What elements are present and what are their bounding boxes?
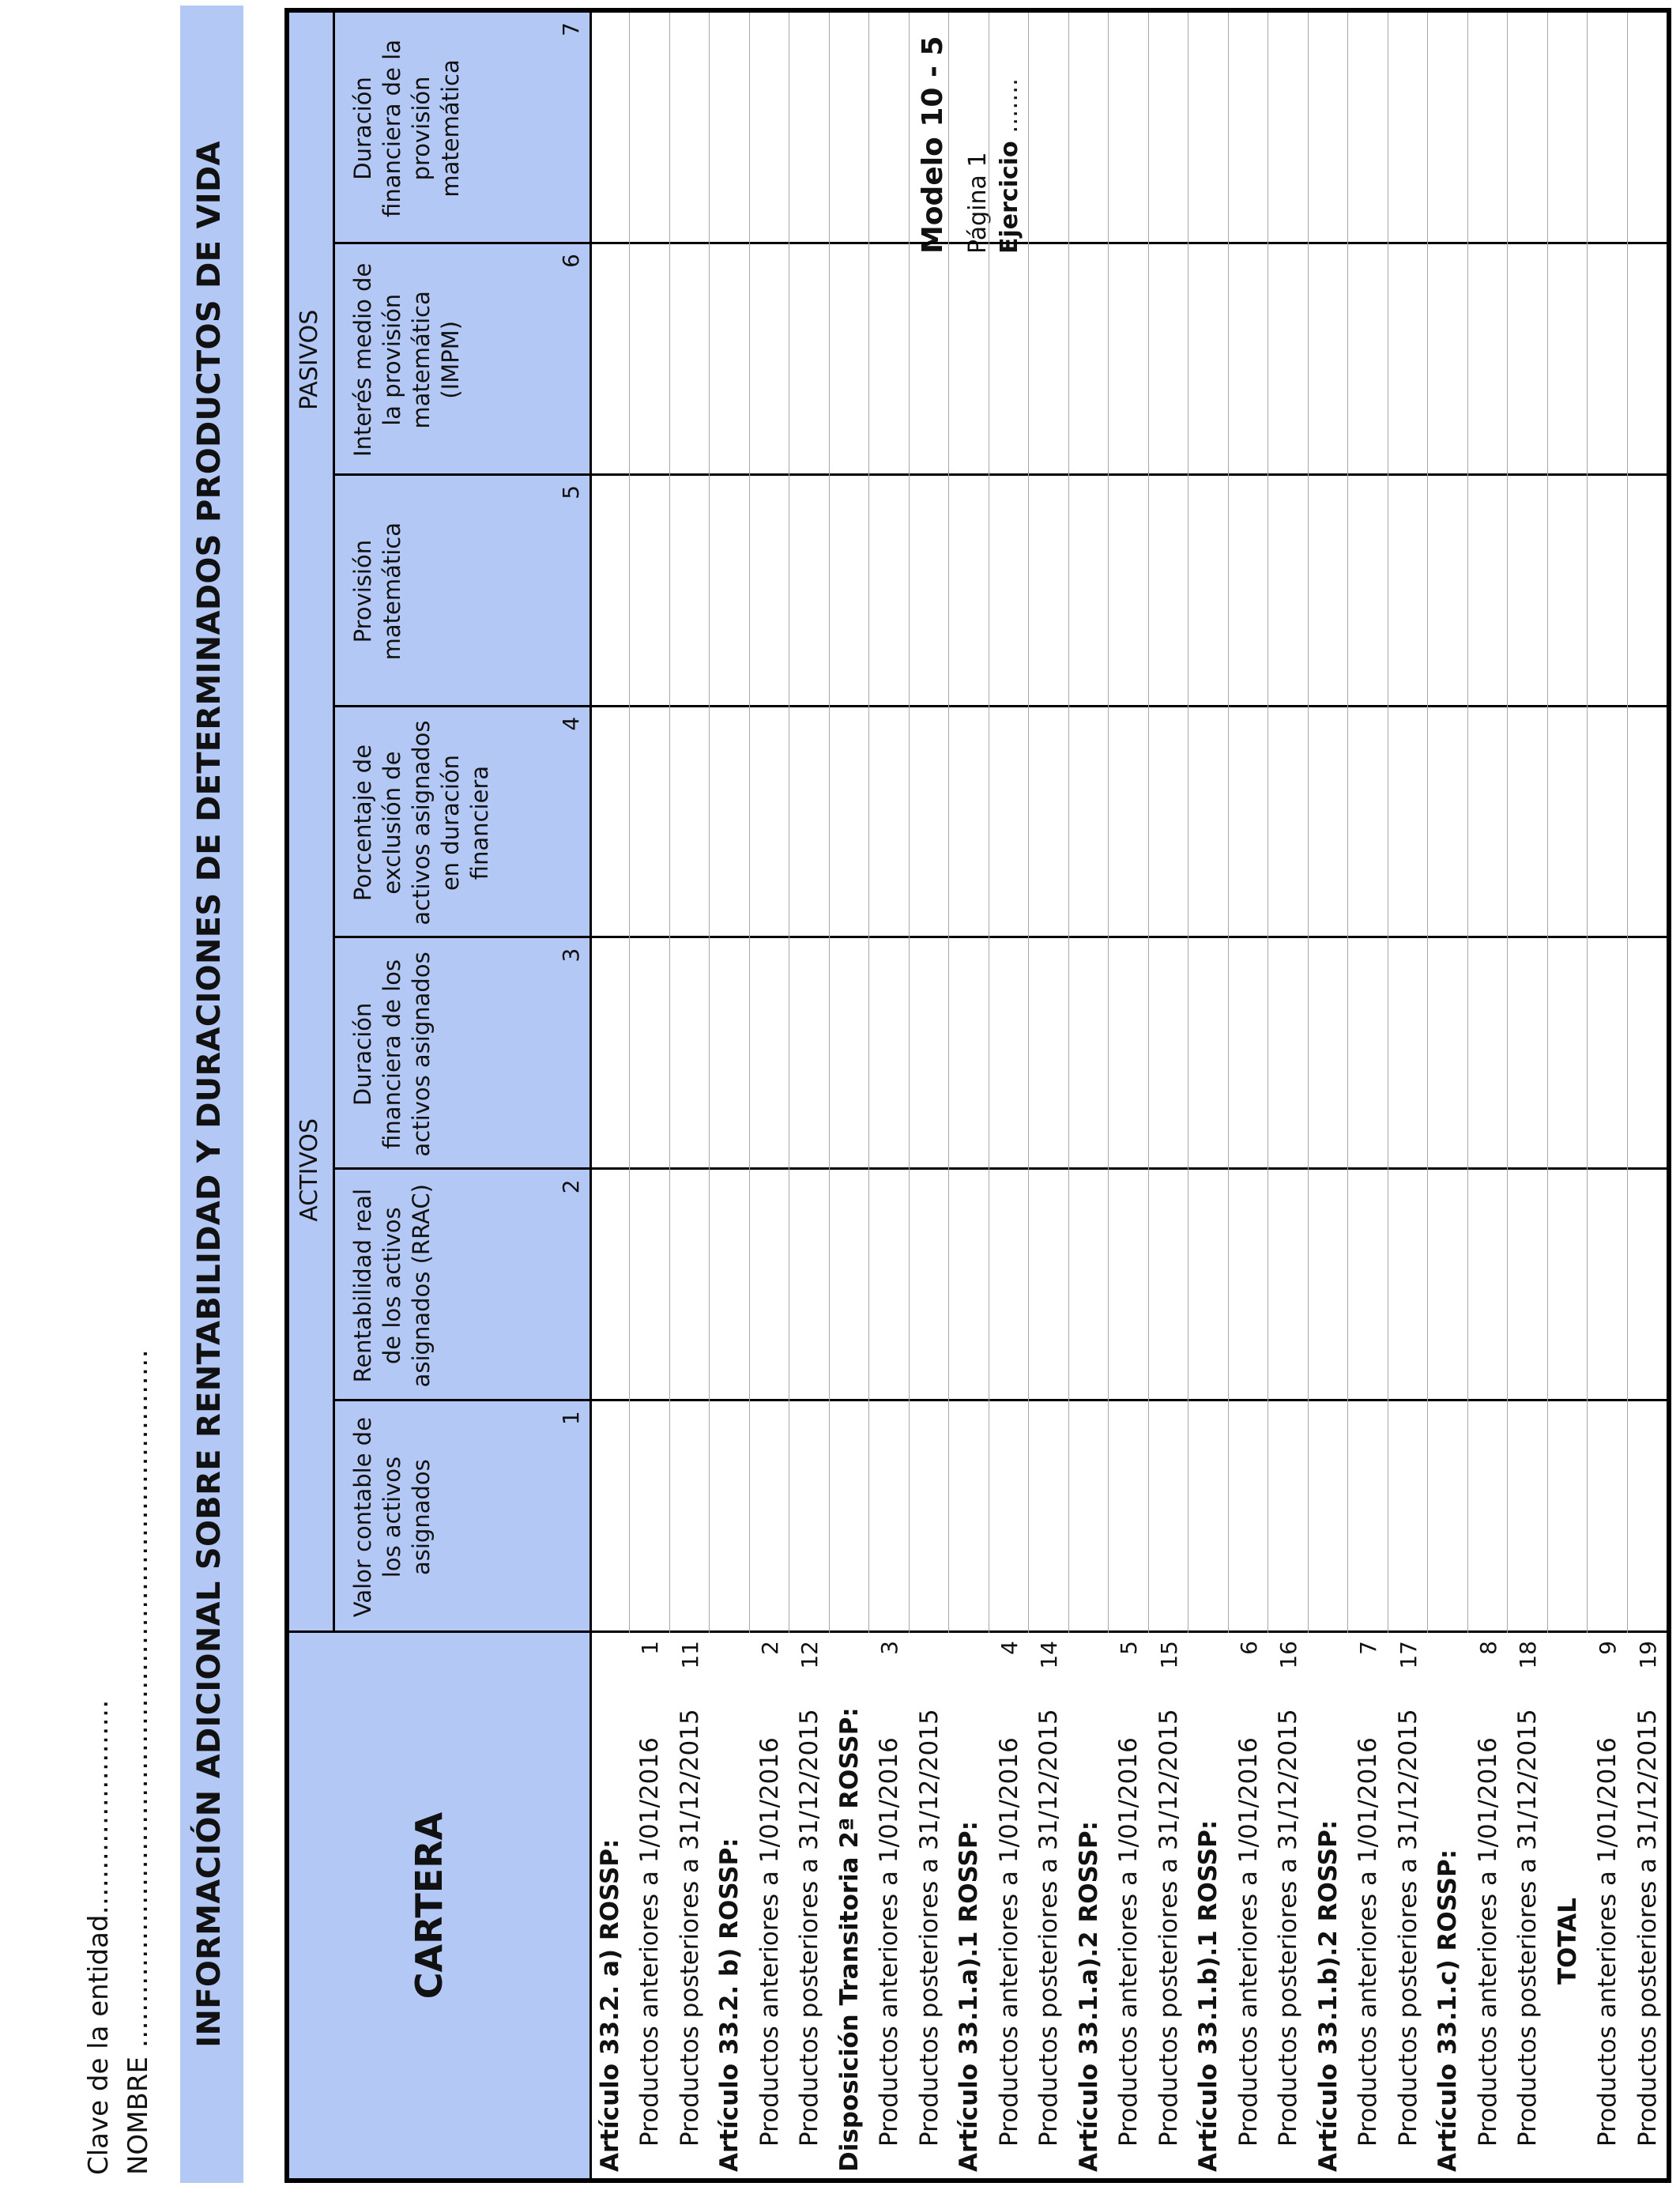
data-cell[interactable] (1269, 1404, 1305, 1630)
data-cell[interactable] (870, 479, 906, 704)
data-cell[interactable] (1349, 1404, 1385, 1630)
row-label: Artículo 33.1.a).1 ROSSP: (955, 1821, 984, 2172)
data-cell[interactable] (1070, 1173, 1106, 1398)
row-label: Productos anteriores a 1/01/2016 (755, 1737, 784, 2147)
nombre-field[interactable]: NOMBRE …………………………………………………………………… (122, 1349, 154, 2175)
data-cell[interactable] (710, 1173, 747, 1398)
row-label: Productos posteriores a 31/12/2015 (1513, 1709, 1543, 2147)
row-divider (1228, 13, 1229, 1633)
data-cell[interactable] (1349, 16, 1385, 241)
column-number-4: 4 (558, 716, 584, 731)
data-cell[interactable] (1629, 711, 1665, 936)
data-cell[interactable] (1349, 711, 1385, 936)
data-cell[interactable] (591, 941, 627, 1167)
data-cell[interactable] (591, 247, 627, 473)
data-cell[interactable] (831, 711, 867, 936)
row-divider (1308, 13, 1309, 1633)
row-divider (1547, 13, 1548, 1633)
data-cell[interactable] (1109, 711, 1146, 936)
data-cell[interactable] (1309, 479, 1346, 704)
data-cell[interactable] (831, 1173, 867, 1398)
data-cell[interactable] (910, 247, 947, 473)
data-cell[interactable] (1189, 711, 1226, 936)
row-number: 14 (1036, 1641, 1063, 1669)
column-number-2: 2 (558, 1179, 584, 1194)
data-cell[interactable] (591, 711, 627, 936)
data-cell[interactable] (1429, 711, 1465, 936)
data-cell[interactable] (1030, 1173, 1066, 1398)
cartera-header: CARTERA (408, 1811, 450, 2000)
data-cell[interactable] (1030, 1404, 1066, 1630)
data-cell[interactable] (870, 1173, 906, 1398)
row-divider (1467, 13, 1468, 1633)
data-cell[interactable] (831, 479, 867, 704)
data-cell[interactable] (1549, 711, 1585, 936)
page-title: INFORMACIÓN ADICIONAL SOBRE RENTABILIDAD Y DURACIONES DE DETERMINADOS PRODUCTOS DE VIDA (191, 141, 228, 2048)
data-cell[interactable] (990, 711, 1026, 936)
data-cell[interactable] (1509, 247, 1545, 473)
data-cell[interactable] (1189, 247, 1226, 473)
row-number: 7 (1355, 1641, 1382, 1655)
data-cell[interactable] (1549, 479, 1585, 704)
data-cell[interactable] (710, 16, 747, 241)
data-cell[interactable] (910, 1173, 947, 1398)
data-cell[interactable] (710, 1404, 747, 1630)
data-cell[interactable] (1150, 941, 1186, 1167)
data-cell[interactable] (950, 1173, 986, 1398)
data-cell[interactable] (1349, 247, 1385, 473)
data-cell[interactable] (1309, 711, 1346, 936)
data-cell[interactable] (1309, 247, 1346, 473)
row-label: Productos posteriores a 31/12/2015 (795, 1709, 824, 2147)
row-number: 17 (1395, 1641, 1422, 1669)
data-cell[interactable] (1429, 479, 1465, 704)
data-cell[interactable] (1469, 711, 1505, 936)
column-header-4: Porcentaje de exclusión de activos asignados en duración financiera (349, 720, 493, 925)
data-cell[interactable] (990, 1404, 1026, 1630)
row-label: TOTAL (1553, 1898, 1582, 1985)
row-divider (1587, 13, 1588, 1633)
data-cell[interactable] (950, 711, 986, 936)
row-divider (709, 13, 710, 1633)
data-cell[interactable] (1150, 479, 1186, 704)
data-cell[interactable] (1070, 711, 1106, 936)
data-cell[interactable] (1109, 247, 1146, 473)
row-number: 9 (1595, 1641, 1622, 1655)
data-cell[interactable] (990, 479, 1026, 704)
data-cell[interactable] (1549, 1173, 1585, 1398)
data-cell[interactable] (710, 247, 747, 473)
row-label: Productos anteriores a 1/01/2016 (1593, 1737, 1622, 2147)
ejercicio-label: Ejercicio (996, 141, 1023, 254)
data-cell[interactable] (631, 1173, 667, 1398)
row-divider (629, 13, 630, 1633)
data-cell[interactable] (591, 479, 627, 704)
data-cell[interactable] (1230, 711, 1266, 936)
clave-entidad-field[interactable]: Clave de la entidad…………………… (83, 1699, 115, 2175)
data-cell[interactable] (710, 711, 747, 936)
data-cell[interactable] (1588, 1404, 1625, 1630)
data-cell[interactable] (1469, 1404, 1505, 1630)
data-cell[interactable] (1030, 247, 1066, 473)
data-cell[interactable] (1469, 1173, 1505, 1398)
data-cell[interactable] (1189, 479, 1226, 704)
row-label: Productos posteriores a 31/12/2015 (914, 1709, 944, 2147)
data-cell[interactable] (1469, 16, 1505, 241)
data-cell[interactable] (1070, 247, 1106, 473)
data-cell[interactable] (1549, 16, 1585, 241)
data-cell[interactable] (751, 1404, 787, 1630)
data-cell[interactable] (1429, 247, 1465, 473)
data-cell[interactable] (1269, 1173, 1305, 1398)
row-label: Productos posteriores a 31/12/2015 (1633, 1709, 1662, 2147)
data-cell[interactable] (1588, 247, 1625, 473)
row-label: Artículo 33.1.b).1 ROSSP: (1194, 1819, 1223, 2172)
data-cell[interactable] (751, 941, 787, 1167)
data-cell[interactable] (1109, 1173, 1146, 1398)
data-cell[interactable] (790, 711, 827, 936)
row-label: Productos anteriores a 1/01/2016 (1473, 1737, 1502, 2147)
data-cell[interactable] (1588, 711, 1625, 936)
data-cell[interactable] (870, 711, 906, 936)
data-cell[interactable] (790, 247, 827, 473)
row-label: Artículo 33.1.a).2 ROSSP: (1074, 1821, 1103, 2172)
row-number: 4 (996, 1641, 1023, 1655)
data-cell[interactable] (950, 1404, 986, 1630)
data-cell[interactable] (631, 247, 667, 473)
column-number-6: 6 (558, 254, 584, 268)
data-cell[interactable] (910, 711, 947, 936)
data-cell[interactable] (1469, 941, 1505, 1167)
data-cell[interactable] (1030, 479, 1066, 704)
data-cell[interactable] (790, 1404, 827, 1630)
row-number: 12 (797, 1641, 823, 1669)
column-header-7: Duración financiera de la provisión matemática (349, 40, 464, 217)
data-cell[interactable] (710, 941, 747, 1167)
row-number: 1 (637, 1641, 664, 1655)
data-cell[interactable] (1588, 941, 1625, 1167)
column-number-7: 7 (558, 22, 584, 36)
data-cell[interactable] (1109, 479, 1146, 704)
data-cell[interactable] (1309, 16, 1346, 241)
row-divider (1627, 13, 1628, 1633)
data-cell[interactable] (751, 247, 787, 473)
data-cell[interactable] (1150, 1173, 1186, 1398)
row-number: 3 (876, 1641, 903, 1655)
data-cell[interactable] (990, 247, 1026, 473)
data-cell[interactable] (1269, 479, 1305, 704)
data-cell[interactable] (1588, 1173, 1625, 1398)
table-body (289, 13, 1667, 2178)
data-cell[interactable] (831, 941, 867, 1167)
row-label: Artículo 33.2. a) ROSSP: (596, 1838, 624, 2172)
data-cell[interactable] (1070, 941, 1106, 1167)
data-cell[interactable] (910, 941, 947, 1167)
data-cell[interactable] (870, 16, 906, 241)
data-cell[interactable] (1269, 941, 1305, 1167)
data-cell[interactable] (591, 1173, 627, 1398)
data-cell[interactable] (950, 479, 986, 704)
data-cell[interactable] (1070, 1404, 1106, 1630)
row-label: Productos posteriores a 31/12/2015 (675, 1709, 704, 2147)
data-cell[interactable] (950, 941, 986, 1167)
column-number-3: 3 (558, 948, 584, 963)
data-cell[interactable] (1189, 1173, 1226, 1398)
row-label: Productos posteriores a 31/12/2015 (1154, 1709, 1183, 2147)
data-cell[interactable] (751, 479, 787, 704)
group-pasivos-label: PASIVOS (296, 309, 323, 410)
row-label: Artículo 33.1.c) ROSSP: (1433, 1849, 1463, 2172)
data-cell[interactable] (1230, 247, 1266, 473)
data-cell[interactable] (631, 711, 667, 936)
data-cell[interactable] (1549, 941, 1585, 1167)
data-cell[interactable] (1349, 479, 1385, 704)
pagina-label: Página 1 (964, 152, 992, 254)
data-cell[interactable] (1230, 16, 1266, 241)
data-cell[interactable] (1469, 479, 1505, 704)
data-cell[interactable] (1030, 711, 1066, 936)
data-cell[interactable] (831, 247, 867, 473)
data-cell[interactable] (1549, 247, 1585, 473)
data-cell[interactable] (910, 1404, 947, 1630)
data-cell[interactable] (1389, 711, 1426, 936)
data-cell[interactable] (1629, 941, 1665, 1167)
data-cell[interactable] (631, 479, 667, 704)
data-cell[interactable] (1509, 16, 1545, 241)
data-cell[interactable] (1269, 16, 1305, 241)
data-cell[interactable] (1309, 1173, 1346, 1398)
data-cell[interactable] (1230, 1404, 1266, 1630)
data-cell[interactable] (591, 1404, 627, 1630)
data-cell[interactable] (1429, 941, 1465, 1167)
data-cell[interactable] (1030, 941, 1066, 1167)
row-label: Productos posteriores a 31/12/2015 (1034, 1709, 1064, 2147)
row-divider (868, 13, 869, 1633)
data-cell[interactable] (1030, 16, 1066, 241)
data-cell[interactable] (751, 1173, 787, 1398)
data-cell[interactable] (1070, 16, 1106, 241)
group-divider-line (333, 13, 335, 1633)
data-cell[interactable] (751, 16, 787, 241)
row-label: Productos anteriores a 1/01/2016 (1114, 1737, 1143, 2147)
column-header-3: Duración financiera de los activos asignados (349, 952, 435, 1157)
data-cell[interactable] (1189, 16, 1226, 241)
data-cell[interactable] (1070, 479, 1106, 704)
data-cell[interactable] (990, 1173, 1026, 1398)
data-cell[interactable] (1230, 941, 1266, 1167)
row-number: 16 (1275, 1641, 1302, 1669)
column-number-5: 5 (558, 484, 584, 499)
data-cell[interactable] (1109, 1404, 1146, 1630)
data-cell[interactable] (1349, 1173, 1385, 1398)
column-number-1: 1 (558, 1411, 584, 1426)
row-number: 11 (676, 1641, 703, 1669)
data-cell[interactable] (631, 1404, 667, 1630)
row-label: Productos anteriores a 1/01/2016 (635, 1737, 665, 2147)
data-cell[interactable] (870, 1404, 906, 1630)
data-cell[interactable] (1349, 941, 1385, 1167)
row-divider (829, 13, 830, 1633)
row-number: 8 (1475, 1641, 1501, 1655)
row-number: 18 (1515, 1641, 1542, 1669)
row-divider (1347, 13, 1348, 1633)
row-divider (909, 13, 910, 1633)
data-cell[interactable] (1150, 247, 1186, 473)
data-cell[interactable] (1269, 711, 1305, 936)
data-cell[interactable] (631, 16, 667, 241)
data-cell[interactable] (1389, 1173, 1426, 1398)
row-divider (749, 13, 750, 1633)
data-cell[interactable] (1309, 941, 1346, 1167)
row-number: 15 (1155, 1641, 1182, 1669)
group-activos-label: ACTIVOS (296, 1118, 323, 1222)
row-number: 2 (756, 1641, 783, 1655)
data-cell[interactable] (1389, 1404, 1426, 1630)
row-label: Productos anteriores a 1/01/2016 (875, 1737, 904, 2147)
data-cell[interactable] (790, 941, 827, 1167)
data-cell[interactable] (1429, 16, 1465, 241)
row-label: Artículo 33.1.b).2 ROSSP: (1313, 1819, 1343, 2172)
data-cell[interactable] (1389, 16, 1426, 241)
data-cell[interactable] (671, 16, 707, 241)
data-cell[interactable] (1588, 479, 1625, 704)
data-cell[interactable] (950, 16, 986, 241)
data-table (284, 8, 1671, 2183)
data-cell[interactable] (1109, 16, 1146, 241)
data-cell[interactable] (1150, 1404, 1186, 1630)
row-divider (1148, 13, 1149, 1633)
data-cell[interactable] (1109, 941, 1146, 1167)
data-cell[interactable] (1629, 1173, 1665, 1398)
data-cell[interactable] (671, 941, 707, 1167)
data-cell[interactable] (1389, 941, 1426, 1167)
modelo-label: Modelo 10 - 5 (917, 36, 949, 254)
row-divider (948, 13, 949, 1633)
data-cell[interactable] (710, 479, 747, 704)
data-cell[interactable] (1189, 941, 1226, 1167)
data-cell[interactable] (1469, 247, 1505, 473)
data-cell[interactable] (671, 1404, 707, 1630)
column-header-5: Provisión matemática (349, 522, 405, 661)
data-cell[interactable] (671, 247, 707, 473)
row-label: Productos anteriores a 1/01/2016 (1354, 1737, 1383, 2147)
row-label: Productos posteriores a 31/12/2015 (1393, 1709, 1422, 2147)
data-cell[interactable] (1509, 941, 1545, 1167)
data-cell[interactable] (671, 1173, 707, 1398)
data-cell[interactable] (1429, 1173, 1465, 1398)
row-number: 5 (1116, 1641, 1143, 1655)
data-cell[interactable] (870, 247, 906, 473)
data-cell[interactable] (990, 941, 1026, 1167)
row-label: Artículo 33.2. b) ROSSP: (715, 1838, 744, 2172)
row-divider (669, 13, 670, 1633)
data-cell[interactable] (1150, 711, 1186, 936)
column-header-6: Interés medio de la provisión matemática (IMPM) (349, 262, 464, 457)
column-header-1: Valor contable de los activos asignados (349, 1416, 435, 1618)
row-label: Productos posteriores a 31/12/2015 (1274, 1709, 1303, 2147)
data-cell[interactable] (671, 711, 707, 936)
data-cell[interactable] (790, 479, 827, 704)
data-cell[interactable] (1549, 1404, 1585, 1630)
row-divider (1068, 13, 1069, 1633)
data-cell[interactable] (1429, 1404, 1465, 1630)
data-cell[interactable] (751, 711, 787, 936)
data-cell[interactable] (950, 247, 986, 473)
data-cell[interactable] (1509, 1404, 1545, 1630)
data-cell[interactable] (1189, 1404, 1226, 1630)
row-number: 19 (1634, 1641, 1661, 1669)
data-cell[interactable] (790, 1173, 827, 1398)
column-header-2: Rentabilidad real de los activos asignados (RRAC) (349, 1184, 435, 1388)
title-bar (180, 6, 243, 2183)
data-cell[interactable] (831, 1404, 867, 1630)
row-number: 6 (1235, 1641, 1262, 1655)
data-cell[interactable] (1389, 247, 1426, 473)
row-label: Productos anteriores a 1/01/2016 (1234, 1737, 1263, 2147)
data-cell[interactable] (1269, 247, 1305, 473)
row-divider (1507, 13, 1508, 1633)
data-cell[interactable] (1509, 1173, 1545, 1398)
data-cell[interactable] (831, 16, 867, 241)
ejercicio-dots: ……. (996, 78, 1023, 141)
data-cell[interactable] (910, 479, 947, 704)
data-cell[interactable] (591, 16, 627, 241)
data-cell[interactable] (671, 479, 707, 704)
data-cell[interactable] (1509, 479, 1545, 704)
row-label: Productos anteriores a 1/01/2016 (994, 1737, 1023, 2147)
data-cell[interactable] (1309, 1404, 1346, 1630)
data-cell[interactable] (910, 16, 947, 241)
row-divider (1427, 13, 1428, 1633)
data-cell[interactable] (1629, 1404, 1665, 1630)
data-cell[interactable] (1389, 479, 1426, 704)
row-divider (1028, 13, 1029, 1633)
row-label: Disposición Transitoria 2ª ROSSP: (834, 1707, 864, 2172)
data-cell[interactable] (1230, 479, 1266, 704)
data-cell[interactable] (1588, 16, 1625, 241)
data-cell[interactable] (790, 16, 827, 241)
row-divider (1108, 13, 1109, 1633)
data-cell[interactable] (1629, 16, 1665, 241)
data-cell[interactable] (1629, 479, 1665, 704)
data-cell[interactable] (1150, 16, 1186, 241)
data-cell[interactable] (1629, 247, 1665, 473)
cartera-divider (289, 1630, 1667, 1633)
data-cell[interactable] (1509, 711, 1545, 936)
data-cell[interactable] (870, 941, 906, 1167)
data-cell[interactable] (631, 941, 667, 1167)
data-cell[interactable] (990, 16, 1026, 241)
data-cell[interactable] (1230, 1173, 1266, 1398)
